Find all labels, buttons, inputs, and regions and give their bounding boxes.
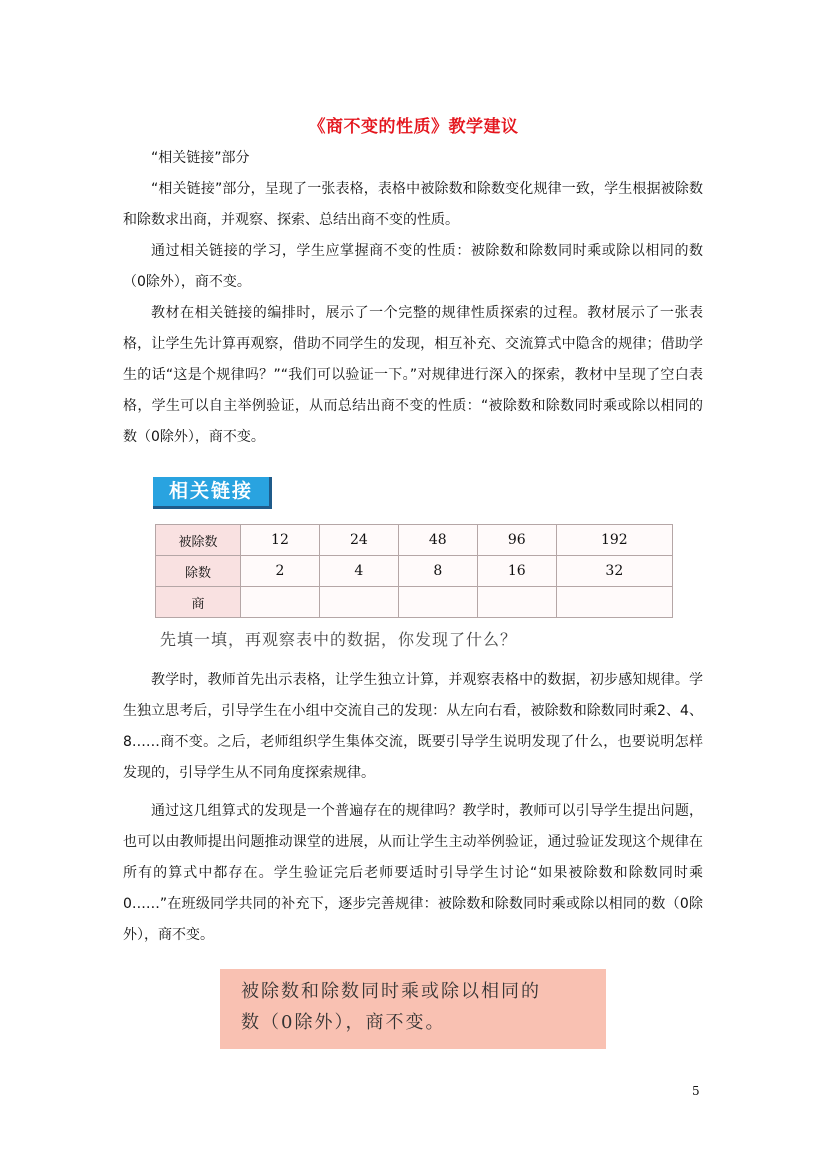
table-cell-empty	[398, 587, 477, 618]
paragraph-teaching: 教学时，教师首先出示表格，让学生独立计算，并观察表格中的数据，初步感知规律。学生独立思考后，引导学生在小组中交流自己的发现：从左向右看，被除数和除数同时乘2、4、8……商不变。之后，老师组织学生集体交流，既要引导学生说明发现了什么，也要说明怎样发现的，引导学生从不同角度探索规律。	[123, 672, 703, 781]
figure-prompt: 先填一填，再观察表中的数据，你发现了什么？	[160, 630, 518, 649]
rule-line-1: 被除数和除数同时乘或除以相同的	[241, 981, 541, 1002]
table-row	[156, 556, 673, 587]
related-link-badge: 相关链接	[153, 477, 272, 509]
page-title: 《商不变的性质》教学建议	[308, 117, 519, 137]
table-cell: 192	[556, 525, 672, 556]
table-cell: 32	[556, 556, 672, 587]
table-cell: 16	[477, 556, 556, 587]
paragraph-verification: 通过这几组算式的发现是一个普遍存在的规律吗？教学时，教师可以引导学生提出问题，也可以由教师提出问题推动课堂的进展，从而让学生主动举例验证，通过验证发现这个规律在所有的算式中都存在。学生验证完后老师要适时引导学生讨论“如果被除数和除数同时乘0……”在班级同学共同的补充下，逐步完善规律：被除数和除数同时乘或除以相同的数（0除外），商不变。	[123, 803, 703, 943]
section-heading: “相关链接”部分	[151, 150, 250, 166]
table-cell-empty	[319, 587, 398, 618]
row-header-divisor: 除数	[156, 556, 241, 587]
table-row	[156, 587, 673, 618]
rule-line-2: 数（0除外），商不变。	[241, 1012, 446, 1033]
paragraph-intro: “相关链接”部分，呈现了一张表格，表格中被除数和除数变化规律一致，学生根据被除数和除数求出商，并观察、探索、总结出商不变的性质。	[123, 181, 703, 228]
row-header-quotient: 商	[156, 587, 241, 618]
table-cell: 4	[319, 556, 398, 587]
table-cell: 48	[398, 525, 477, 556]
table-cell: 8	[398, 556, 477, 587]
table-cell: 2	[241, 556, 320, 587]
row-header-dividend: 被除数	[156, 525, 241, 556]
table-cell: 96	[477, 525, 556, 556]
paragraph-property: 通过相关链接的学习，学生应掌握商不变的性质：被除数和除数同时乘或除以相同的数（0除外），商不变。	[123, 243, 703, 290]
table-row	[156, 525, 673, 556]
page-number: 5	[692, 1084, 700, 1098]
table-cell-empty	[477, 587, 556, 618]
table-cell: 24	[319, 525, 398, 556]
division-table	[155, 524, 673, 618]
paragraph-textbook: 教材在相关链接的编排时，展示了一个完整的规律性质探索的过程。教材展示了一张表格，让学生先计算再观察，借助不同学生的发现，相互补充、交流算式中隐含的规律；借助学生的话“这是个规律吗？”“我们可以验证一下。”对规律进行深入的探索，教材中呈现了空白表格，学生可以自主举例验证，从而总结出商不变的性质：“被除数和除数同时乘或除以相同的数（0除外），商不变。	[123, 305, 703, 445]
table-cell-empty	[241, 587, 320, 618]
table-cell: 12	[241, 525, 320, 556]
table-cell-empty	[556, 587, 672, 618]
rule-box	[220, 969, 606, 1049]
